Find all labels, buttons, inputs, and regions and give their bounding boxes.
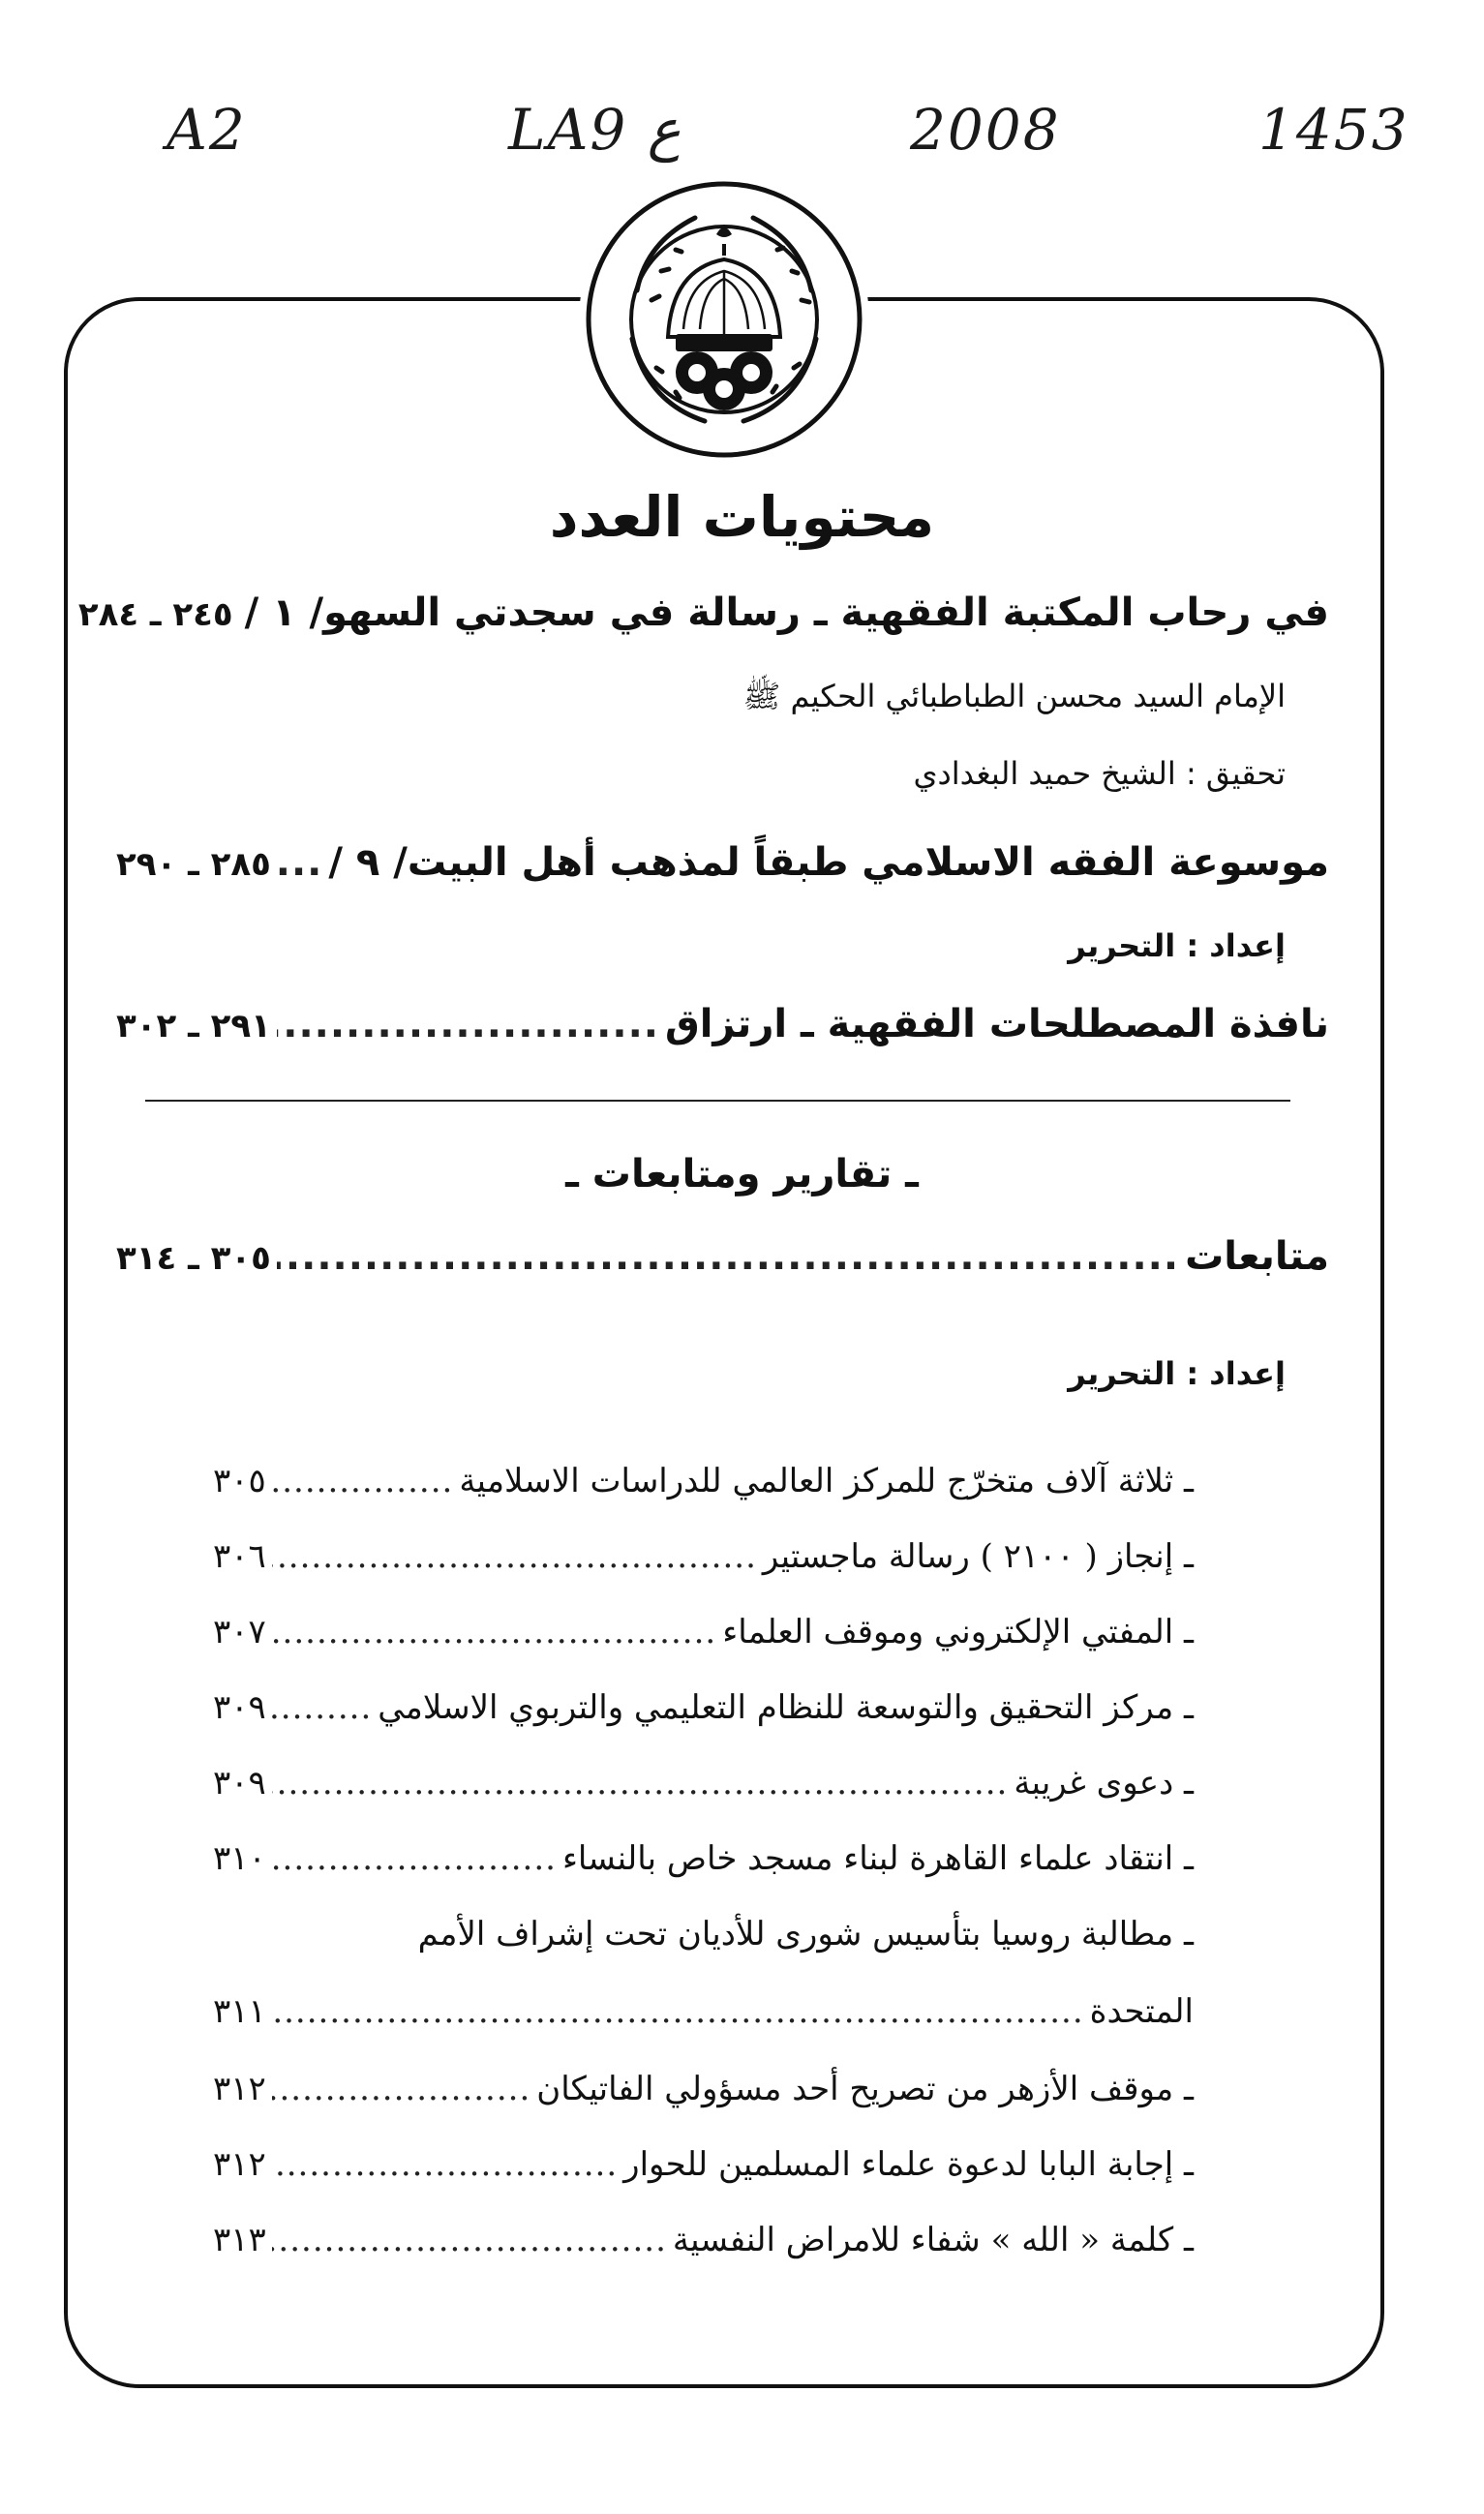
leader-dots (272, 2070, 530, 2108)
leader-dots (272, 1613, 716, 1651)
leader-dots (277, 1234, 1179, 1279)
toc-entry-title: موسوعة الفقه الاسلامي طبقاً لمذهب أهل البيت/ ٩ / (328, 840, 1329, 885)
news-item-text: ـ كلمة « الله » شفاء للامراض النفسية (672, 2221, 1194, 2259)
news-item-text: ـ إجابة البابا لدعوة علماء المسلمين للحوار (623, 2145, 1194, 2184)
news-item-page: ٣١٢ (213, 2145, 266, 2184)
leader-dots (272, 1537, 757, 1576)
news-item-page: ٣٠٦ (213, 1537, 266, 1576)
prepared-by-line: إعداد : التحرير (1068, 1355, 1286, 1392)
news-item-page: ٣٠٩ (213, 1688, 266, 1727)
section-heading: ـ تقارير ومتابعات ـ (565, 1152, 919, 1196)
toc-entry-pages: ٢٩١ ـ ٣٠٢ (116, 1007, 271, 1045)
news-item (213, 1688, 1194, 1727)
leader-dots (272, 1839, 557, 1878)
news-item-page: ٣١٠ (213, 1839, 266, 1878)
toc-entry-followups (116, 1234, 1329, 1279)
news-item-page: ٣٠٧ (213, 1613, 266, 1651)
news-item (213, 1764, 1194, 1802)
leader-dots (272, 1992, 1084, 2031)
news-item (213, 1462, 1194, 1500)
annotation-number: 1453 (1258, 97, 1409, 163)
leader-dots (277, 1002, 659, 1046)
leader-dots (277, 840, 323, 885)
leader-dots (272, 2145, 618, 2184)
toc-entry-pages: ٢٤٥ ـ ٢٨٤ (77, 595, 233, 634)
news-item-text: ـ المفتي الإلكتروني وموقف العلماء (722, 1613, 1194, 1651)
news-item-text: ـ دعوى غريبة (1014, 1764, 1194, 1802)
annotation-code: LA9 ع (508, 97, 681, 163)
annotation-year: 2008 (910, 97, 1061, 163)
news-item-text: ـ ثلاثة آلاف متخرّج للمركز العالمي للدراسات الاسلامية (459, 1462, 1194, 1500)
news-item-page: ٣٠٥ (213, 1462, 266, 1500)
news-item-text: المتحدة (1089, 1992, 1194, 2031)
news-item-page: ٣١١ (213, 1992, 266, 2031)
news-item-page: ٣٠٩ (213, 1764, 266, 1802)
author-line: الإمام السيد محسن الطباطبائي الحكيم ﷺ (742, 678, 1286, 714)
page-title: محتويات العدد (549, 484, 935, 550)
toc-entry-pages: ٣٠٥ ـ ٣١٤ (116, 1239, 271, 1278)
toc-entry-title: متابعات (1185, 1234, 1329, 1279)
news-item (213, 2221, 1194, 2259)
leader-dots (272, 1764, 1009, 1802)
toc-entry (116, 840, 1329, 885)
news-item (213, 1839, 1194, 1878)
news-item (213, 1613, 1194, 1651)
toc-entry (116, 1002, 1329, 1046)
journal-seal-logo (579, 174, 869, 465)
seal-icon (579, 174, 869, 465)
leader-dots (272, 2221, 667, 2259)
leader-dots (272, 1688, 372, 1727)
news-item (213, 2145, 1194, 2184)
news-item-text: ـ إنجاز ( ٢١٠٠ ) رسالة ماجستير (762, 1537, 1194, 1576)
leader-dots (272, 1462, 454, 1500)
news-item-text: ـ موقف الأزهر من تصريح أحد مسؤولي الفاتيكان (536, 2070, 1194, 2108)
news-item-text: ـ مطالبة روسيا بتأسيس شورى للأديان تحت إشراف الأمم (417, 1915, 1194, 1954)
toc-entry (77, 591, 1329, 635)
news-item-page: ٣١٢ (213, 2070, 266, 2108)
news-item-text: ـ انتقاد علماء القاهرة لبناء مسجد خاص بالنساء (561, 1839, 1194, 1878)
news-item (213, 2070, 1194, 2108)
annotation-a2: A2 (167, 97, 247, 163)
news-item (213, 1537, 1194, 1576)
news-item (213, 1992, 1194, 2031)
toc-entry-title: في رحاب المكتبة الفقهية ـ رسالة في سجدتي السهو/ ١ / (244, 591, 1329, 635)
prepared-by-line: إعداد : التحرير (1068, 927, 1286, 964)
news-item-page: ٣١٣ (213, 2221, 266, 2259)
news-item-text: ـ مركز التحقيق والتوسعة للنظام التعليمي والتربوي الاسلامي (378, 1688, 1194, 1727)
toc-entry-title: نافذة المصطلحات الفقهية ـ ارتزاق (664, 1002, 1329, 1046)
divider (145, 1100, 1290, 1102)
toc-entry-pages: ٢٨٥ ـ ٢٩٠ (116, 845, 271, 884)
editor-line: تحقيق : الشيخ حميد البغدادي (913, 755, 1286, 792)
